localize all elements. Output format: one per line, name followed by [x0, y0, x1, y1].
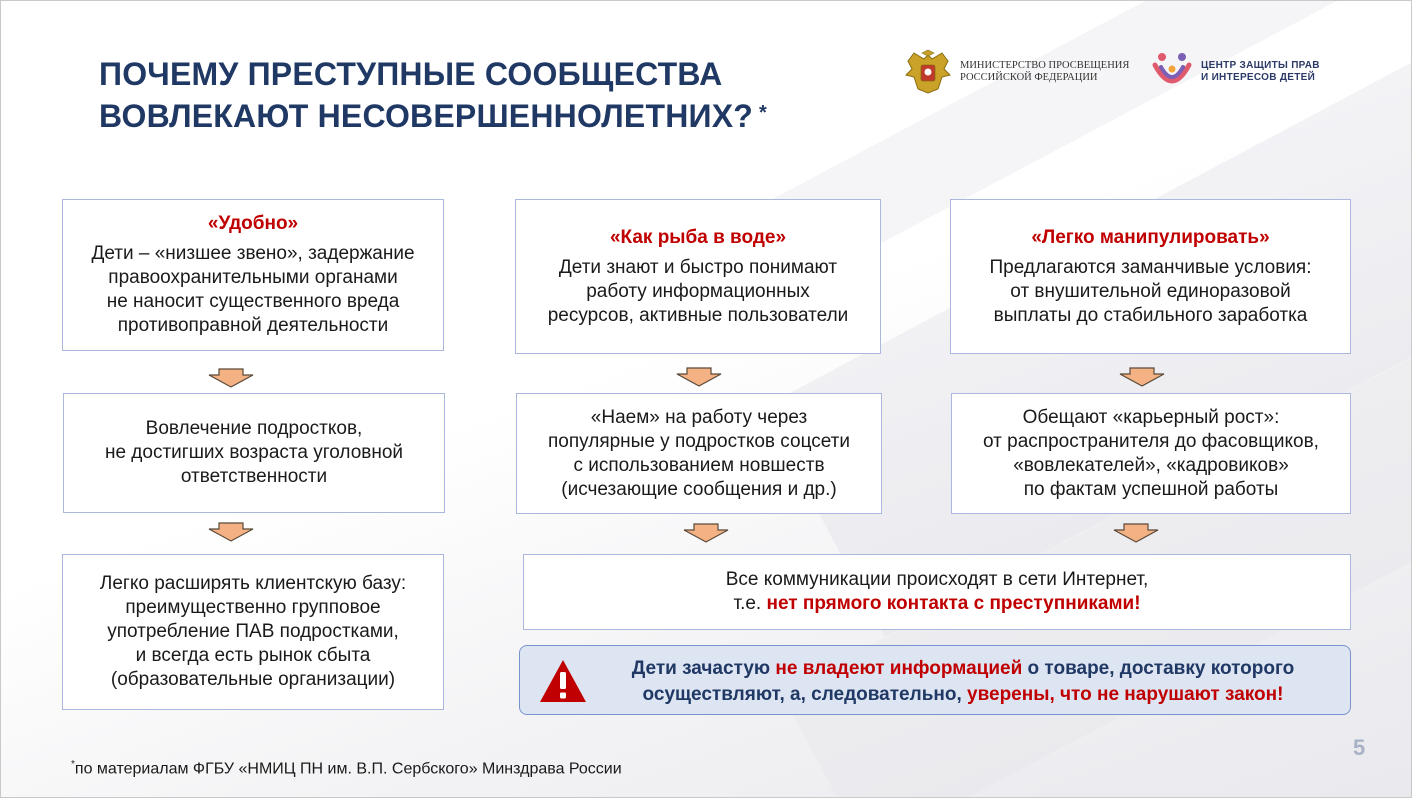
box-text-line: употребление ПАВ подростками, — [107, 621, 399, 642]
reason-heading: «Легко манипулировать» — [1031, 226, 1270, 248]
title-asterisk: * — [759, 102, 767, 124]
down-arrow-icon — [207, 522, 255, 542]
box-text-line: не наносит существенного вреда — [106, 291, 400, 312]
footnote-text: по материалам ФГБУ «НМИЦ ПН им. В.П. Сербского» Минздрава России — [74, 760, 622, 778]
internet-communication-box — [523, 554, 1351, 630]
box-text-line — [524, 592, 1350, 616]
coat-of-arms-icon — [902, 49, 954, 95]
reason-box-fish-in-water — [515, 199, 881, 354]
box-text-line: Обещают «карьерный рост»: — [1022, 406, 1280, 428]
warning-callout — [519, 645, 1351, 715]
box-text-line: «вовлекателей», «кадровиков» — [1013, 454, 1289, 476]
box-text-line: противоправной деятельности — [117, 315, 389, 336]
box-text-line: ответственности — [180, 466, 328, 487]
box-text-line: «Наем» на работу через — [590, 406, 808, 428]
box-text-line: не достигших возраста уголовной — [104, 442, 404, 463]
warning-triangle-icon — [538, 658, 588, 704]
internet-prefix: т.е. — [733, 593, 767, 614]
reason-heading: «Удобно» — [207, 213, 299, 234]
box-text-line: Все коммуникации происходят в сети Интернет, — [725, 569, 1149, 590]
box-text-line: преимущественно групповое — [125, 597, 381, 618]
box-text-line: по фактам успешной работы — [1023, 478, 1279, 500]
box-text-line: работу информационных — [586, 280, 810, 302]
heart-shield-logo-icon — [1149, 49, 1195, 95]
detail-box-convenient — [63, 393, 445, 513]
box-text-line: популярные у подростков соцсети — [548, 430, 850, 452]
box-text-line: от внушительной единоразовой — [1010, 280, 1291, 302]
box-text-line: Дети знают и быстро понимают — [558, 256, 838, 278]
warning-highlight: не владеют информацией — [775, 658, 1023, 679]
down-arrow-icon — [682, 523, 730, 543]
center-logo-line-2: И ИНТЕРЕСОВ ДЕТЕЙ — [1201, 72, 1316, 83]
detail-box-fish-in-water — [516, 393, 882, 514]
title-line-2: ВОВЛЕКАЮТ НЕСОВЕРШЕННОЛЕТНИХ? — [99, 98, 754, 134]
down-arrow-icon — [1112, 523, 1160, 543]
ministry-logo — [902, 49, 1129, 95]
warning-highlight: уверены, что не нарушают закон! — [967, 684, 1284, 705]
warning-part: осуществляют, а, следовательно, — [642, 684, 968, 705]
box-text-line: (исчезающие сообщения и др.) — [561, 478, 837, 500]
warning-part: Дети зачастую — [631, 658, 776, 679]
child-rights-center-logo — [1149, 49, 1320, 95]
internet-highlight: нет прямого контакта с преступниками! — [766, 593, 1141, 614]
down-arrow-icon — [207, 368, 255, 388]
down-arrow-icon — [675, 367, 723, 387]
box-text-line: Легко расширять клиентскую базу: — [99, 573, 407, 594]
ministry-logo-line-1: МИНИСТЕРСТВО ПРОСВЕЩЕНИЯ — [960, 60, 1130, 71]
reason-heading: «Как рыба в воде» — [609, 226, 787, 248]
box-text-line: ресурсов, активные пользователи — [547, 304, 849, 326]
title-line-1: ПОЧЕМУ ПРЕСТУПНЫЕ СООБЩЕСТВА — [99, 56, 723, 92]
box-text-line: и всегда есть рынок сбыта — [135, 645, 371, 666]
footnote-mark: * — [71, 759, 75, 770]
box-text-line: Вовлечение подростков, — [145, 418, 363, 439]
detail-box-easy-to-manipulate — [951, 393, 1351, 514]
down-arrow-icon — [1118, 367, 1166, 387]
box-text-line: (образовательные организации) — [110, 669, 396, 690]
warning-text — [588, 656, 1338, 708]
slide-title — [99, 55, 767, 136]
client-base-box — [62, 554, 444, 710]
reason-box-convenient — [62, 199, 444, 351]
box-text-line: с использованием новшеств — [573, 454, 825, 476]
source-footnote — [71, 759, 622, 778]
box-text-line: выплаты до стабильного заработка — [993, 304, 1308, 326]
box-text-line: Дети – «низшее звено», задержание — [91, 243, 415, 264]
box-text-line: от распространителя до фасовщиков, — [983, 430, 1319, 452]
box-text-line: Предлагаются заманчивые условия: — [989, 256, 1312, 278]
ministry-logo-line-2: РОССИЙСКОЙ ФЕДЕРАЦИИ — [960, 72, 1098, 83]
reason-box-easy-to-manipulate — [950, 199, 1351, 354]
warning-part: о товаре, доставку которого — [1022, 658, 1295, 679]
center-logo-line-1: ЦЕНТР ЗАЩИТЫ ПРАВ — [1201, 60, 1320, 71]
box-text-line: правоохранительными органами — [108, 267, 398, 288]
page-number: 5 — [1353, 735, 1366, 760]
